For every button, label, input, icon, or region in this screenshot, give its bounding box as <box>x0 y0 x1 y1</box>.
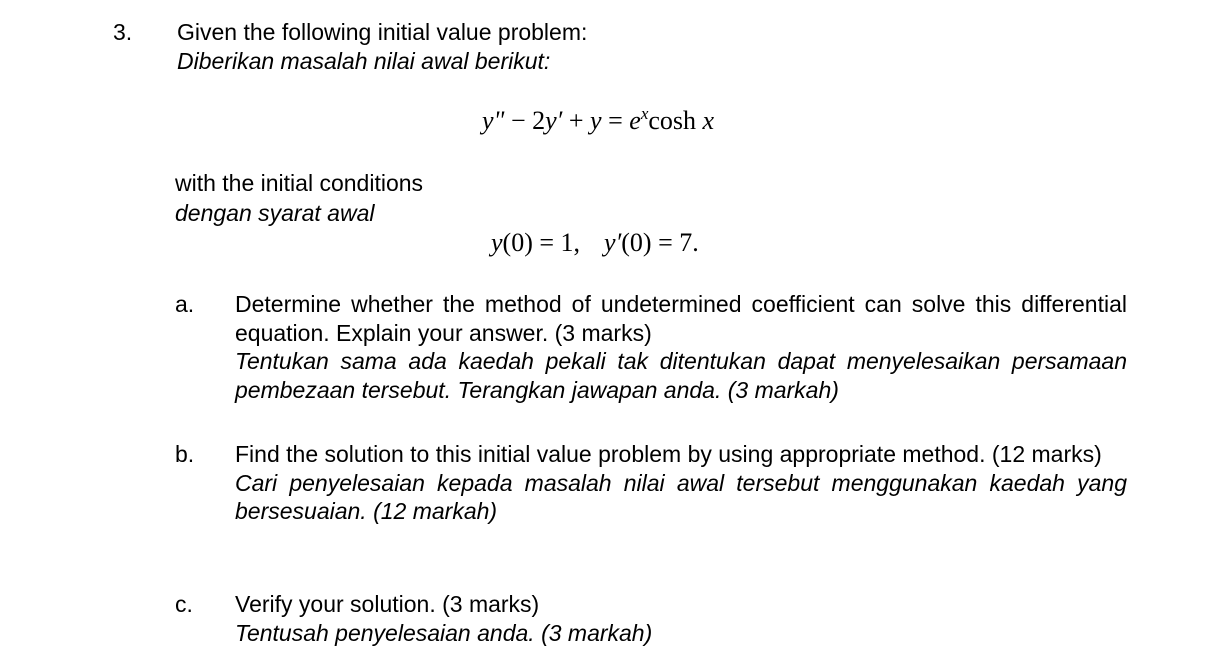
eq-e: e <box>629 106 641 135</box>
ic-y-prime-value: (0) = 7. <box>621 228 699 257</box>
intro-malay: Diberikan masalah nilai awal berikut: <box>177 48 551 74</box>
part-a-label: a. <box>175 291 195 317</box>
eq-minus-two: − 2 <box>504 106 546 135</box>
differential-equation <box>482 106 714 136</box>
part-a-english: Determine whether the method of undetermined coefficient can solve this differential equation. Explain your answer. (3 marks) <box>235 291 1127 346</box>
ic-y-value: (0) = 1, <box>502 228 581 257</box>
part-b-malay: Cari penyelesaian kepada masalah nilai awal tersebut menggunakan kaedah yang bersesuaian. (12 markah) <box>235 469 1127 524</box>
initial-conditions <box>491 228 699 258</box>
part-c-malay: Tentusah penyelesaian anda. (3 markah) <box>235 619 653 646</box>
part-b-english: Find the solution to this initial value problem by using appropriate method. (12 marks) <box>235 441 1102 467</box>
eq-exponent: x <box>640 104 649 123</box>
conditions-english: with the initial conditions <box>175 170 424 196</box>
eq-cosh-arg: x <box>702 106 715 135</box>
part-c-label: c. <box>175 591 193 617</box>
question-number: 3. <box>113 19 133 45</box>
part-c-english: Verify your solution. (3 marks) <box>235 591 540 617</box>
conditions-malay: dengan syarat awal <box>175 200 375 226</box>
eq-equals: = <box>601 106 630 135</box>
part-c <box>235 590 1127 647</box>
intro-english: Given the following initial value problem: <box>177 19 588 45</box>
eq-cosh: cosh <box>648 106 703 135</box>
eq-y-double-prime: y" <box>482 106 505 135</box>
part-a-malay: Tentukan sama ada kaedah pekali tak ditentukan dapat menyelesaikan persamaan pembezaan tersebut. Terangkan jawapan anda. (3 markah) <box>235 348 1127 403</box>
eq-y: y <box>590 106 602 135</box>
eq-y-prime: y′ <box>545 106 563 135</box>
eq-plus: + <box>562 106 591 135</box>
part-b-label: b. <box>175 441 195 467</box>
part-b <box>235 440 1127 526</box>
part-a <box>235 290 1127 404</box>
ic-y-prime: y′ <box>604 228 622 257</box>
ic-y: y <box>491 228 503 257</box>
